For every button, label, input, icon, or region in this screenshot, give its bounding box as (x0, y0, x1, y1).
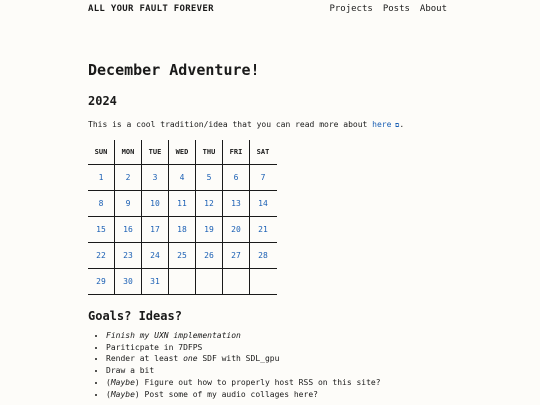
calendar-cell (223, 243, 250, 269)
calendar-week-row (88, 243, 277, 269)
day-link-12[interactable]: 12 (204, 199, 214, 208)
calendar-week-row (88, 269, 277, 295)
calendar-cell (142, 217, 169, 243)
calendar-cell (250, 243, 277, 269)
calendar-cell (88, 243, 115, 269)
calendar-cell (196, 269, 223, 295)
calendar-cell (169, 217, 196, 243)
site-title-link[interactable]: ALL YOUR FAULT FOREVER (88, 4, 214, 14)
day-link-21[interactable]: 21 (258, 225, 268, 234)
day-header-sat: SAT (250, 140, 277, 165)
day-link-16[interactable]: 16 (123, 225, 133, 234)
goal-emphasis: Maybe (110, 389, 135, 399)
calendar-cell (169, 165, 196, 191)
calendar-cell (250, 217, 277, 243)
goal-item (106, 342, 381, 354)
day-link-14[interactable]: 14 (258, 199, 268, 208)
day-link-10[interactable]: 10 (150, 199, 160, 208)
goal-text: ( (106, 377, 111, 387)
day-link-15[interactable]: 15 (96, 225, 106, 234)
calendar-cell (142, 269, 169, 295)
calendar-cell (115, 269, 142, 295)
calendar-cell (250, 165, 277, 191)
page-title: December Adventure! (88, 61, 260, 79)
calendar-cell (196, 165, 223, 191)
goals-list (96, 330, 381, 400)
goal-text: ) Figure out how to properly host RSS on this site? (134, 377, 381, 387)
goal-emphasis: one (183, 354, 198, 364)
goal-item (106, 365, 381, 377)
day-link-20[interactable]: 20 (231, 225, 241, 234)
day-link-23[interactable]: 23 (123, 251, 133, 260)
day-link-18[interactable]: 18 (177, 225, 187, 234)
goal-item (106, 389, 381, 401)
day-link-5[interactable]: 5 (206, 173, 212, 182)
calendar-week-row (88, 191, 277, 217)
goal-text: Render at least (106, 354, 184, 364)
calendar-week-row (88, 217, 277, 243)
calendar-body (88, 165, 277, 295)
day-header-mon: MON (115, 140, 142, 165)
here-link-label: here (372, 120, 392, 129)
day-link-17[interactable]: 17 (150, 225, 160, 234)
intro-before: This is a cool tradition/idea that you can read more about (88, 120, 373, 129)
calendar-cell (223, 165, 250, 191)
calendar-cell (223, 191, 250, 217)
calendar-cell (88, 191, 115, 217)
day-link-3[interactable]: 3 (152, 173, 158, 182)
here-link[interactable] (372, 120, 399, 129)
nav-posts[interactable]: Posts (382, 4, 410, 14)
day-link-19[interactable]: 19 (204, 225, 214, 234)
goal-emphasis: Maybe (110, 377, 135, 387)
calendar-cell (169, 243, 196, 269)
calendar-week-row (88, 165, 277, 191)
day-link-9[interactable]: 9 (125, 199, 131, 208)
day-link-1[interactable]: 1 (98, 173, 104, 182)
calendar-cell (250, 191, 277, 217)
calendar-cell (169, 269, 196, 295)
nav-about[interactable]: About (419, 4, 447, 14)
day-link-6[interactable]: 6 (233, 173, 239, 182)
top-nav (329, 4, 447, 14)
day-link-8[interactable]: 8 (98, 199, 104, 208)
calendar-cell (115, 243, 142, 269)
day-link-27[interactable]: 27 (231, 251, 241, 260)
day-header-tue: TUE (142, 140, 169, 165)
goal-text: ) Post some of my audio collages here? (134, 389, 318, 399)
calendar-cell (115, 217, 142, 243)
day-link-2[interactable]: 2 (125, 173, 131, 182)
goal-text: SDF with SDL_gpu (197, 354, 280, 364)
calendar-cell (88, 217, 115, 243)
day-link-22[interactable]: 22 (96, 251, 106, 260)
calendar-cell (115, 165, 142, 191)
day-link-30[interactable]: 30 (123, 277, 133, 286)
intro-after: . (399, 120, 405, 129)
day-link-25[interactable]: 25 (177, 251, 187, 260)
day-header-thu: THU (196, 140, 223, 165)
calendar-header-row (88, 140, 277, 165)
day-link-26[interactable]: 26 (204, 251, 214, 260)
day-link-29[interactable]: 29 (96, 277, 106, 286)
intro-text (88, 120, 404, 130)
calendar-cell (223, 269, 250, 295)
calendar-cell (196, 243, 223, 269)
calendar-cell (169, 191, 196, 217)
goal-emphasis: Finish my UXN implementation (106, 331, 241, 340)
goals-heading: Goals? Ideas? (88, 309, 182, 323)
day-header-wed: WED (169, 140, 196, 165)
day-link-31[interactable]: 31 (150, 277, 160, 286)
nav-projects[interactable]: Projects (329, 4, 373, 14)
calendar-table (88, 140, 277, 295)
goal-item (106, 353, 381, 365)
day-link-7[interactable]: 7 (260, 173, 266, 182)
calendar-cell (142, 243, 169, 269)
calendar-cell (115, 191, 142, 217)
calendar-cell (196, 217, 223, 243)
goal-text: ( (106, 389, 111, 399)
goal-item (106, 377, 381, 389)
year-heading: 2024 (88, 94, 117, 108)
day-link-24[interactable]: 24 (150, 251, 160, 260)
calendar-cell (196, 191, 223, 217)
calendar-cell (88, 269, 115, 295)
day-link-11[interactable]: 11 (177, 199, 187, 208)
calendar-cell (142, 191, 169, 217)
calendar-cell (250, 269, 277, 295)
external-link-icon: ⧉ (391, 122, 400, 129)
calendar-cell (142, 165, 169, 191)
goal-text: Pariticpate in 7DFPS (106, 342, 203, 352)
day-header-sun: SUN (88, 140, 115, 165)
goal-text: Draw a bit (106, 366, 155, 376)
calendar-cell (88, 165, 115, 191)
day-header-fri: FRI (223, 140, 250, 165)
goal-item (106, 330, 381, 342)
day-link-28[interactable]: 28 (258, 251, 268, 260)
day-link-13[interactable]: 13 (231, 199, 241, 208)
calendar-cell (223, 217, 250, 243)
day-link-4[interactable]: 4 (179, 173, 185, 182)
